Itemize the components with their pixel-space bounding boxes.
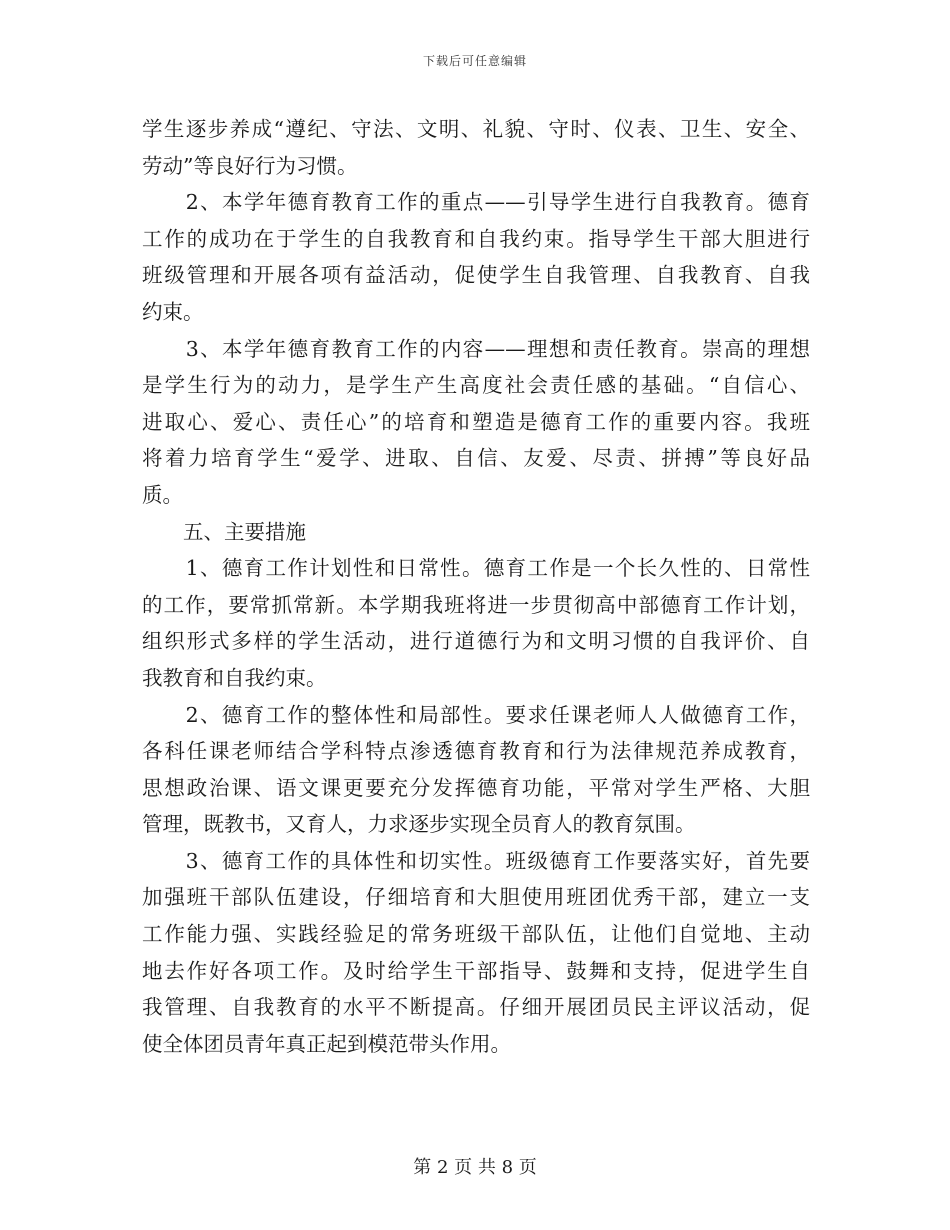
page-number: 第 2 页 共 8 页 <box>413 1157 537 1178</box>
body-line: 管理，既教书，又育人，力求逐步实现全员育人的教育氛围。 <box>142 812 696 837</box>
body-line: 进取心、爱心、责任心”的培育和塑造是德育工作的重要内容。我班 <box>142 409 810 434</box>
body-line: 加强班干部队伍建设，仔细培育和大胆使用班团优秀干部，建立一支 <box>142 885 810 910</box>
document-body <box>142 111 810 1062</box>
body-line: 是学生行为的动力，是学生产生高度社会责任感的基础。“自信心、 <box>142 373 810 398</box>
body-line: 的工作，要常抓常新。本学期我班将进一步贯彻高中部德育工作计划， <box>142 592 810 617</box>
body-line: 工作能力强、实践经验足的常务班级干部队伍，让他们自觉地、主动 <box>142 922 810 947</box>
body-line: 2、德育工作的整体性和局部性。要求任课老师人人做德育工作， <box>142 702 810 727</box>
body-line: 质。 <box>142 482 183 507</box>
body-line: 劳动”等良好行为习惯。 <box>142 153 358 178</box>
body-line: 3、本学年德育教育工作的内容——理想和责任教育。崇高的理想 <box>142 336 810 361</box>
body-line: 2、本学年德育教育工作的重点——引导学生进行自我教育。德育 <box>142 190 810 215</box>
page-header: 下载后可任意编辑 <box>422 54 527 68</box>
body-line: 组织形式多样的学生活动，进行道德行为和文明习惯的自我评价、自 <box>142 629 810 654</box>
body-line: 思想政治课、语文课更要充分发挥德育功能，平常对学生严格、大胆 <box>142 775 810 800</box>
body-line: 我教育和自我约束。 <box>142 665 327 690</box>
body-line: 1、德育工作计划性和日常性。德育工作是一个长久性的、日常性 <box>142 556 810 581</box>
body-line: 工作的成功在于学生的自我教育和自我约束。指导学生干部大胆进行 <box>142 226 810 251</box>
body-line: 班级管理和开展各项有益活动，促使学生自我管理、自我教育、自我 <box>142 263 810 288</box>
body-line: 将着力培育学生“爱学、进取、自信、友爱、尽责、拼搏”等良好品 <box>142 446 810 471</box>
body-line: 各科任课老师结合学科特点渗透德育教育和行为法律规范养成教育， <box>142 739 810 764</box>
body-line: 使全体团员青年真正起到模范带头作用。 <box>142 1031 511 1056</box>
body-line: 3、德育工作的具体性和切实性。班级德育工作要落实好，首先要 <box>142 848 810 873</box>
body-line: 约束。 <box>142 299 204 324</box>
body-line: 地去作好各项工作。及时给学生干部指导、鼓舞和支持，促进学生自 <box>142 958 810 983</box>
body-line: 学生逐步养成“遵纪、守法、文明、礼貌、守时、仪表、卫生、安全、 <box>142 117 810 141</box>
section-heading: 五、主要措施 <box>142 519 306 544</box>
body-line: 我管理、自我教育的水平不断提高。仔细开展团员民主评议活动，促 <box>142 995 810 1020</box>
